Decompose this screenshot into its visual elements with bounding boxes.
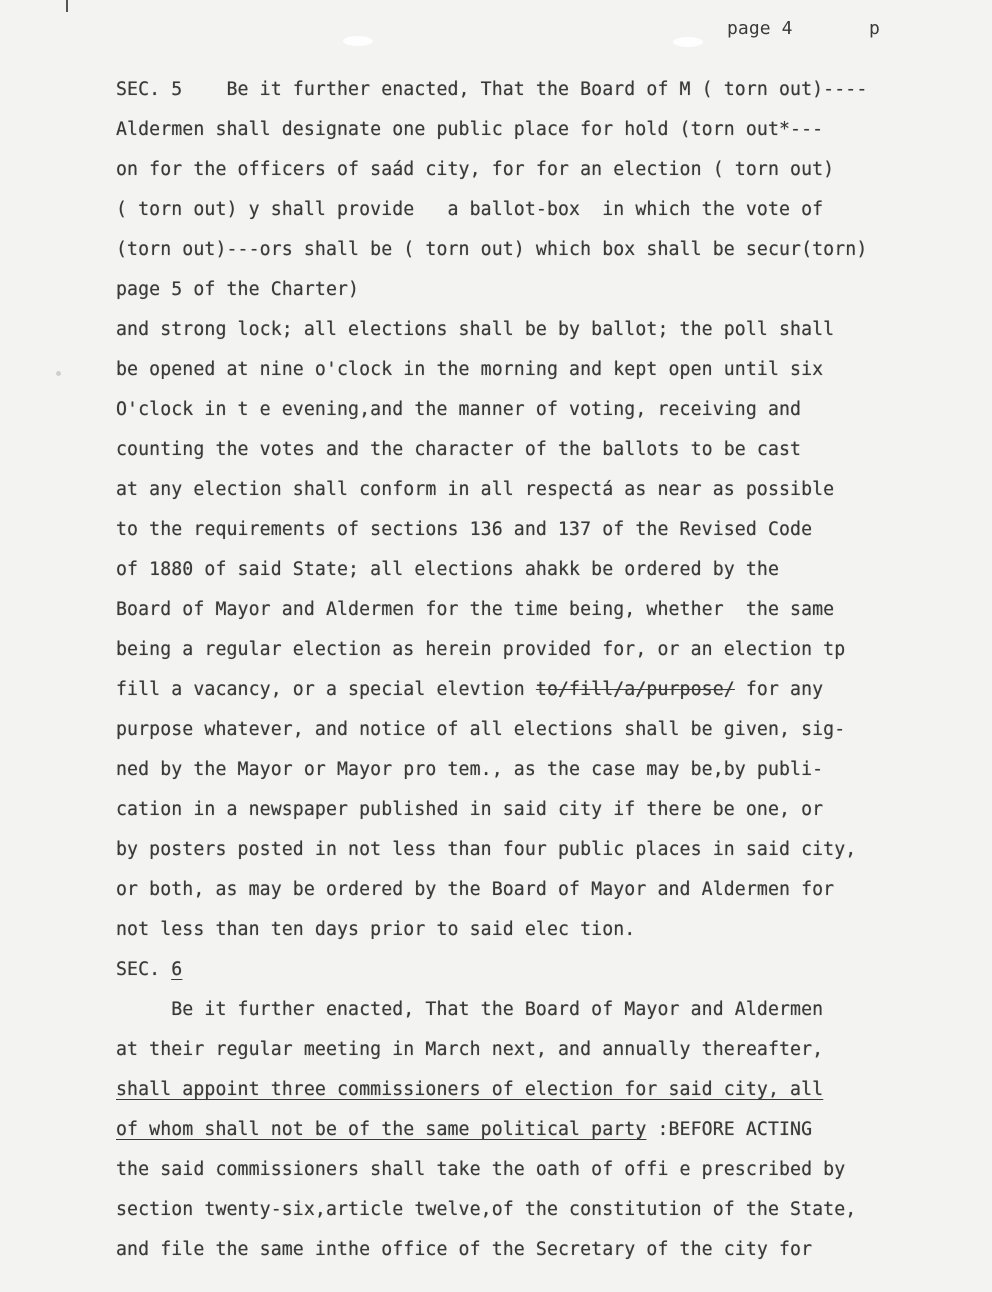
text-line: on for the officers of saád city, for for an election ( torn out) [116, 159, 835, 180]
text-line: not less than ten days prior to said elec tion. [116, 919, 636, 940]
line-text: for any [734, 679, 824, 700]
text-line: ( torn out) y shall provide a ballot-box in which the vote of [116, 199, 824, 220]
paper-speck [56, 371, 61, 376]
text-line: page 5 of the Charter) [116, 279, 360, 300]
page-mark: p [869, 18, 880, 39]
text-line: section twenty-six,article twelve,of the constitution of the State, [116, 1199, 857, 1220]
text-line: the said commissioners shall take the oath of offi e prescribed by [116, 1159, 846, 1180]
text-line [116, 678, 823, 702]
section-heading [116, 958, 182, 982]
text-line: at any election shall conform in all respectá as near as possible [116, 479, 835, 500]
text-line: SEC. 5 Be it further enacted, That the Board of M ( torn out)---- [116, 79, 868, 100]
struck-text: to/fill/a/purpose/ [535, 679, 735, 700]
line-text: fill a vacancy, or a special elevtion [116, 679, 536, 700]
text-line: by posters posted in not less than four public places in said city, [116, 839, 857, 860]
page-number: page 4 [727, 18, 793, 39]
scan-mark [66, 0, 68, 12]
underlined-text: of whom shall not be of the same political party [116, 1119, 647, 1140]
text-line: or both, as may be ordered by the Board of Mayor and Aldermen for [116, 879, 835, 900]
underlined-line: shall appoint three commissioners of election for said city, all [116, 1079, 824, 1100]
paper-blemish [673, 37, 703, 47]
text-line: purpose whatever, and notice of all elections shall be given, sig- [116, 719, 846, 740]
text-line: to the requirements of sections 136 and 137 of the Revised Code [116, 519, 813, 540]
text-line: Be it further enacted, That the Board of Mayor and Aldermen [116, 999, 824, 1020]
text-line: Aldermen shall designate one public place for hold (torn out*--- [116, 119, 824, 140]
text-line: counting the votes and the character of the ballots to be cast [116, 439, 802, 460]
text-line [116, 1118, 812, 1142]
section-number: 6 [171, 959, 183, 980]
text-line: be opened at nine o'clock in the morning and kept open until six [116, 359, 824, 380]
section-label: SEC. [116, 959, 172, 980]
text-line: at their regular meeting in March next, and annually thereafter, [116, 1039, 824, 1060]
paper-blemish [343, 36, 373, 46]
text-line: of 1880 of said State; all elections ahakk be ordered by the [116, 559, 779, 580]
text-line: being a regular election as herein provided for, or an election tp [116, 639, 846, 660]
text-line: Board of Mayor and Aldermen for the time being, whether the same [116, 599, 835, 620]
text-line: cation in a newspaper published in said city if there be one, or [116, 799, 824, 820]
text-line: and strong lock; all elections shall be by ballot; the poll shall [116, 319, 835, 340]
page-header [727, 18, 880, 39]
text-line: ned by the Mayor or Mayor pro tem., as the case may be,by publi- [116, 759, 824, 780]
line-text: :BEFORE ACTING [646, 1119, 813, 1140]
text-line: O'clock in t e evening,and the manner of voting, receiving and [116, 399, 802, 420]
text-line: and file the same inthe office of the Secretary of the city for [116, 1239, 813, 1260]
text-line: (torn out)---ors shall be ( torn out) which box shall be secur(torn) [116, 239, 868, 260]
